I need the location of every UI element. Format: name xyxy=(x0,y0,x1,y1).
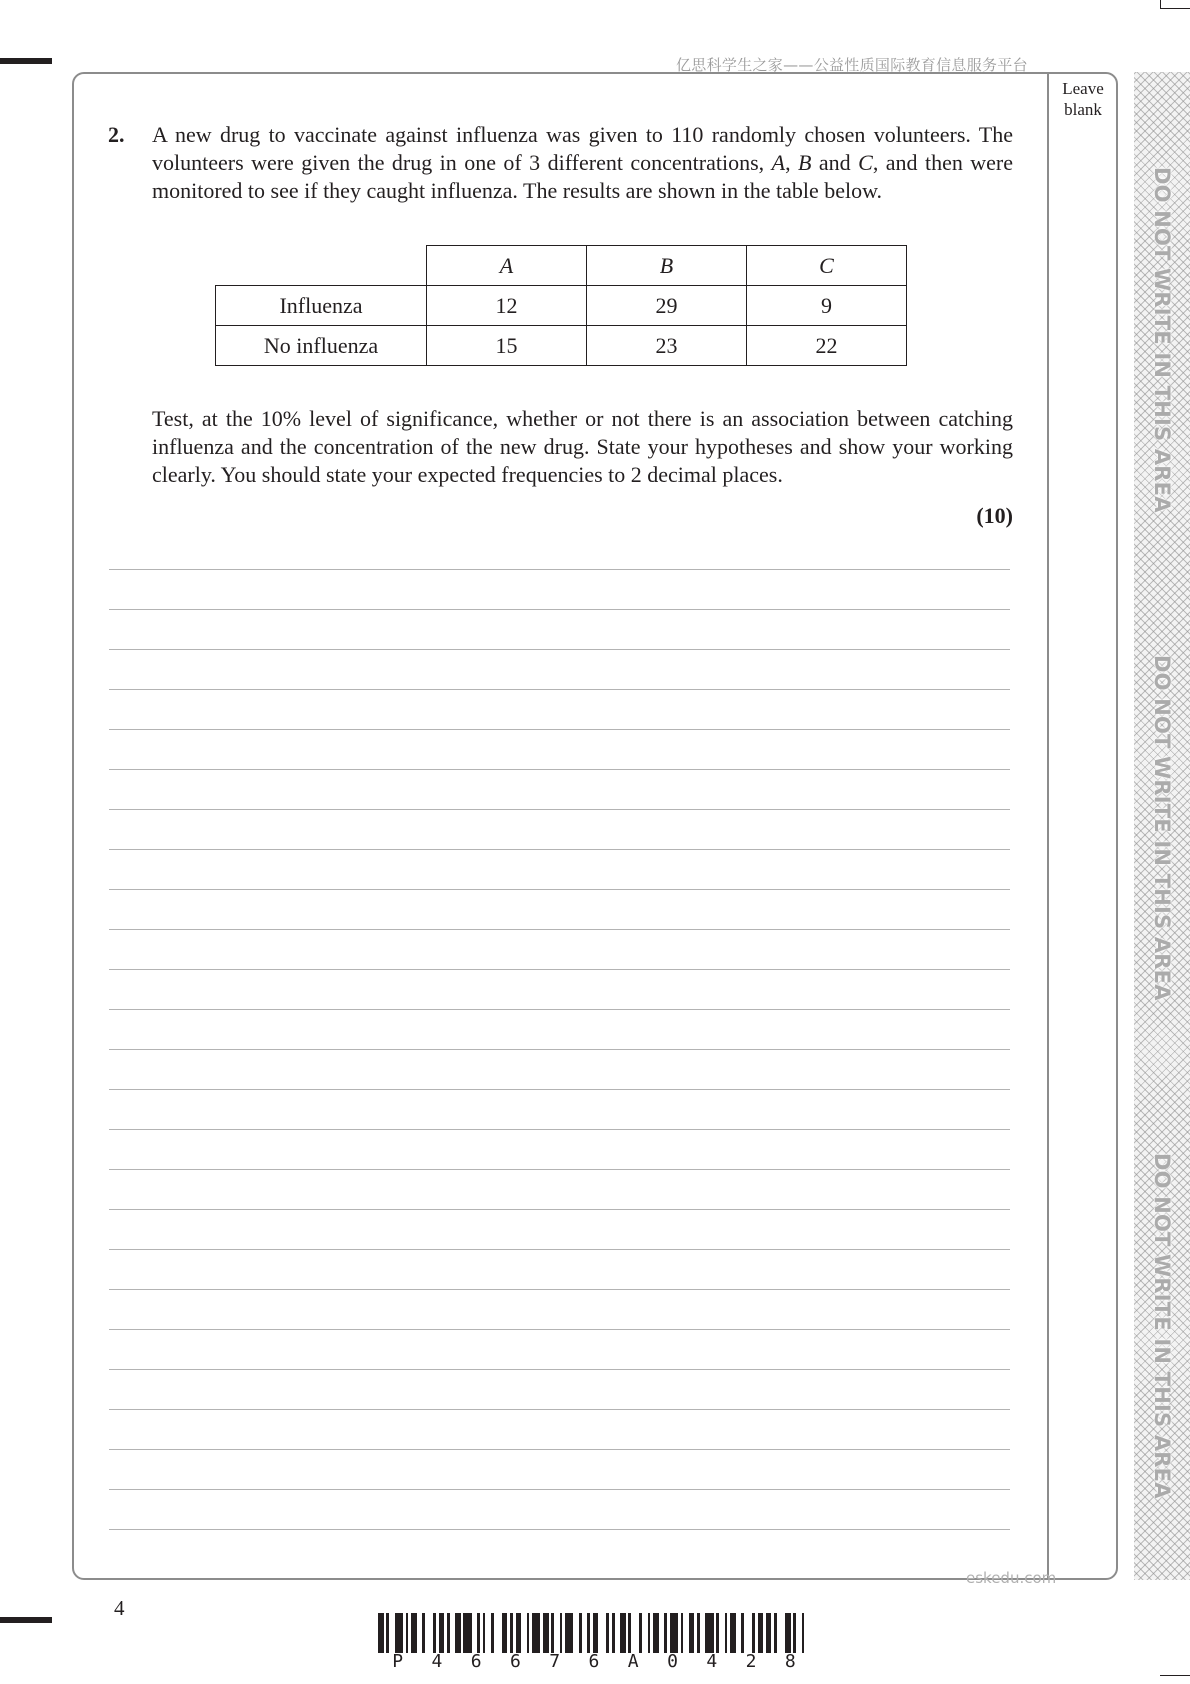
side-warning-2 xyxy=(1141,655,1183,1001)
barcode-char: 4 xyxy=(706,1651,718,1672)
answer-line[interactable] xyxy=(109,849,1010,850)
answer-line[interactable] xyxy=(109,1529,1010,1530)
question-instruction: Test, at the 10% level of significance, whether or not there is an association between catching influenza and the concentration of the new drug. State your hypotheses and show your working clearly. You should state your expected frequencies to 2 decimal places. xyxy=(152,406,1013,487)
side-warning-text: DO NOT WRITE IN THIS AREA xyxy=(1150,655,1174,1001)
barcode-bar xyxy=(463,1613,471,1653)
barcode-char: 0 xyxy=(667,1651,678,1672)
answer-line[interactable] xyxy=(109,1129,1010,1130)
question-number: 2. xyxy=(108,122,125,147)
answer-line[interactable] xyxy=(109,1329,1010,1330)
barcode-char: 6 xyxy=(510,1651,521,1672)
answer-line[interactable] xyxy=(109,889,1010,890)
header-watermark: 亿思科学生之家——公益性质国际教育信息服务平台 xyxy=(676,56,1028,74)
table-cell: 15 xyxy=(427,326,587,366)
answer-line[interactable] xyxy=(109,1089,1010,1090)
var-c: C xyxy=(858,150,873,175)
answer-line[interactable] xyxy=(109,1209,1010,1210)
row-label-no-influenza: No influenza xyxy=(216,326,427,366)
table-cell: 22 xyxy=(747,326,907,366)
page-number: 4 xyxy=(114,1596,125,1620)
barcode-char: 6 xyxy=(470,1651,482,1672)
barcode-bar xyxy=(494,1613,502,1653)
row-label-influenza: Influenza xyxy=(216,286,427,326)
answer-line[interactable] xyxy=(109,1049,1010,1050)
side-warning-3 xyxy=(1141,1153,1183,1499)
answer-line[interactable] xyxy=(109,1489,1010,1490)
table-header-a: A xyxy=(427,246,587,286)
answer-line[interactable] xyxy=(109,929,1010,930)
barcode-char: 6 xyxy=(588,1651,600,1672)
barcode xyxy=(378,1613,810,1653)
table-row xyxy=(216,286,907,326)
answer-line[interactable] xyxy=(109,1009,1010,1010)
crop-mark-top-left xyxy=(0,58,52,64)
barcode-char: P xyxy=(392,1651,404,1672)
barcode-bar xyxy=(670,1613,678,1653)
table-header-row xyxy=(216,246,907,286)
marks-label: (10) xyxy=(976,503,1013,528)
barcode-bar xyxy=(804,1613,810,1653)
barcode-text xyxy=(378,1651,810,1672)
answer-line[interactable] xyxy=(109,649,1010,650)
answer-line[interactable] xyxy=(109,1449,1010,1450)
leave-blank-divider xyxy=(1047,73,1049,1579)
answer-line[interactable] xyxy=(109,569,1010,570)
var-b: B xyxy=(798,150,812,175)
intro-sep-1: , xyxy=(785,150,799,175)
answer-line[interactable] xyxy=(109,1289,1010,1290)
table-cell: 12 xyxy=(427,286,587,326)
answer-line[interactable] xyxy=(109,689,1010,690)
answer-line[interactable] xyxy=(109,1169,1010,1170)
intro-text-end: , and then were monitored to see if they caught influenza. The results are shown in the table below. xyxy=(152,150,1014,203)
crop-mark-bottom-left xyxy=(0,1617,52,1623)
table-corner-cell xyxy=(216,246,427,286)
barcode-bar xyxy=(631,1613,639,1653)
barcode-bar xyxy=(425,1613,433,1653)
side-warning-text: DO NOT WRITE IN THIS AREA xyxy=(1150,167,1174,513)
barcode-char: 2 xyxy=(745,1651,757,1672)
answer-line[interactable] xyxy=(109,729,1010,730)
barcode-bar xyxy=(777,1613,785,1653)
crop-mark-top-right xyxy=(1160,0,1161,8)
barcode-bar xyxy=(705,1613,713,1653)
answer-line[interactable] xyxy=(109,1369,1010,1370)
barcode-char: 7 xyxy=(549,1651,561,1672)
leave-blank-label: Leave blank xyxy=(1062,79,1104,119)
answer-line[interactable] xyxy=(109,1249,1010,1250)
barcode-bar xyxy=(744,1613,752,1653)
barcode-char: A xyxy=(627,1651,639,1672)
answer-line[interactable] xyxy=(109,969,1010,970)
answer-line[interactable] xyxy=(109,809,1010,810)
answer-line[interactable] xyxy=(109,769,1010,770)
barcode-char: 8 xyxy=(784,1651,796,1672)
barcode-bar xyxy=(598,1613,606,1653)
intro-sep-2: and xyxy=(811,150,859,175)
table-cell: 23 xyxy=(587,326,747,366)
intro-text-start: A new drug to vaccinate against influenza was given to 110 randomly chosen volunteers. The volunteers were given the drug in one of 3 different concentrations, xyxy=(152,122,1013,175)
side-warning-text: DO NOT WRITE IN THIS AREA xyxy=(1150,1153,1174,1499)
question-intro xyxy=(152,121,1013,205)
side-warning-1 xyxy=(1141,167,1183,513)
var-a: A xyxy=(771,150,786,175)
barcode-bar xyxy=(532,1613,540,1653)
barcode-bar xyxy=(395,1613,403,1653)
table-header-b: B xyxy=(587,246,747,286)
results-table xyxy=(215,245,907,366)
crop-mark-top-right-h xyxy=(1160,8,1190,9)
table-cell: 9 xyxy=(747,286,907,326)
barcode-bar xyxy=(565,1613,573,1653)
barcode-char: 4 xyxy=(431,1651,443,1672)
crop-mark-bottom-right xyxy=(1160,1675,1190,1676)
answer-line[interactable] xyxy=(109,609,1010,610)
answer-line[interactable] xyxy=(109,1409,1010,1410)
table-header-c: C xyxy=(747,246,907,286)
table-cell: 29 xyxy=(587,286,747,326)
footer-watermark: eskedu.com xyxy=(966,1569,1057,1587)
table-row xyxy=(216,326,907,366)
